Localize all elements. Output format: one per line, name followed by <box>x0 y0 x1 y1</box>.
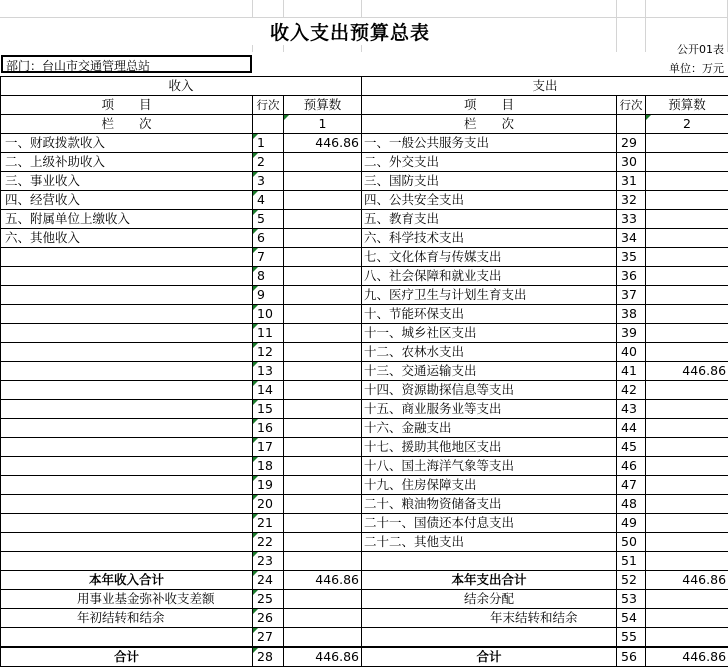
expense-row-number[interactable]: 46 <box>617 457 646 476</box>
expense-item-name[interactable] <box>362 552 617 571</box>
table-row <box>1 552 728 571</box>
income-summary-value[interactable] <box>284 628 362 648</box>
table-row <box>1 381 728 400</box>
income-row-number[interactable]: 15 <box>253 400 284 419</box>
expense-item-name[interactable]: 二、外交支出 <box>362 153 617 172</box>
income-row-number[interactable]: 8 <box>253 267 284 286</box>
expense-row-number[interactable]: 45 <box>617 438 646 457</box>
income-item-name[interactable] <box>1 267 253 286</box>
expense-budget-value[interactable] <box>646 305 728 324</box>
income-budget-value[interactable] <box>284 400 362 419</box>
table-row <box>1 533 728 552</box>
form-number: 公开01表 <box>677 41 724 57</box>
income-row-number[interactable]: 11 <box>253 324 284 343</box>
expense-item-name[interactable]: 十、节能环保支出 <box>362 305 617 324</box>
expense-budget-value[interactable] <box>646 419 728 438</box>
expense-item-name[interactable]: 十二、农林水支出 <box>362 343 617 362</box>
expense-row-number[interactable]: 50 <box>617 533 646 552</box>
income-budget-value[interactable] <box>284 476 362 495</box>
expense-summary-row-number[interactable]: 52 <box>617 571 646 590</box>
expense-budget-header[interactable]: 预算数 <box>646 96 728 115</box>
income-summary-name[interactable]: 本年收入合计 <box>1 571 253 590</box>
expense-summary-row-number[interactable]: 53 <box>617 590 646 609</box>
expense-summary-name[interactable]: 合计 <box>362 647 617 667</box>
table-title: 收入支出预算总表 <box>250 18 450 45</box>
table-row <box>1 457 728 476</box>
expense-item-name[interactable]: 十一、城乡社区支出 <box>362 324 617 343</box>
income-summary-value[interactable]: 446.86 <box>284 571 362 590</box>
expense-budget-value[interactable]: 446.86 <box>646 362 728 381</box>
expense-row-number[interactable]: 31 <box>617 172 646 191</box>
expense-summary-row-number[interactable]: 55 <box>617 628 646 648</box>
expense-summary-name[interactable]: 年末结转和结余 <box>362 609 617 628</box>
expense-summary-row-number[interactable]: 54 <box>617 609 646 628</box>
expense-column-number[interactable]: 2 <box>646 115 728 134</box>
income-item-name[interactable] <box>1 457 253 476</box>
expense-summary-row-number[interactable]: 56 <box>617 647 646 667</box>
expense-row-number[interactable]: 42 <box>617 381 646 400</box>
expense-row-number[interactable]: 30 <box>617 153 646 172</box>
income-budget-value[interactable]: 446.86 <box>284 134 362 153</box>
income-summary-name[interactable]: 用事业基金弥补收支差额 <box>1 590 253 609</box>
department-cell[interactable]: 部门：台山市交通管理总站 <box>1 55 252 73</box>
expense-item-header[interactable]: 项 目 <box>362 96 617 115</box>
income-row-number[interactable]: 23 <box>253 552 284 571</box>
expense-row-number[interactable]: 39 <box>617 324 646 343</box>
expense-summary-name[interactable] <box>362 628 617 648</box>
expense-item-name[interactable]: 十四、资源勘探信息等支出 <box>362 381 617 400</box>
income-item-name[interactable]: 五、附属单位上缴收入 <box>1 210 253 229</box>
income-row-number[interactable]: 16 <box>253 419 284 438</box>
income-summary-value[interactable] <box>284 590 362 609</box>
income-item-name[interactable]: 二、上级补助收入 <box>1 153 253 172</box>
expense-summary-value[interactable] <box>646 609 728 628</box>
table-row <box>1 191 728 210</box>
income-budget-value[interactable] <box>284 552 362 571</box>
income-summary-row-number[interactable]: 28 <box>253 647 284 667</box>
income-item-name[interactable]: 六、其他收入 <box>1 229 253 248</box>
expense-budget-value[interactable] <box>646 381 728 400</box>
table-row <box>1 400 728 419</box>
expense-row-number[interactable]: 33 <box>617 210 646 229</box>
income-column-label[interactable]: 栏 次 <box>1 115 253 134</box>
expense-item-name[interactable]: 七、文化体育与传媒支出 <box>362 248 617 267</box>
expense-item-name[interactable]: 二十一、国债还本付息支出 <box>362 514 617 533</box>
expense-budget-value[interactable] <box>646 533 728 552</box>
expense-row-number[interactable]: 43 <box>617 400 646 419</box>
expense-column-label[interactable]: 栏 次 <box>362 115 617 134</box>
expense-budget-value[interactable] <box>646 324 728 343</box>
expense-item-name[interactable]: 十三、交通运输支出 <box>362 362 617 381</box>
income-budget-value[interactable] <box>284 419 362 438</box>
income-summary-name[interactable] <box>1 628 253 648</box>
expense-item-name[interactable]: 十九、住房保障支出 <box>362 476 617 495</box>
table-row <box>1 229 728 248</box>
footer-row <box>1 571 728 590</box>
header-row-section <box>1 77 728 96</box>
income-budget-value[interactable] <box>284 248 362 267</box>
expense-summary-name[interactable]: 结余分配 <box>362 590 617 609</box>
income-item-name[interactable] <box>1 533 253 552</box>
income-budget-value[interactable] <box>284 324 362 343</box>
income-column-rowno-cell[interactable] <box>253 115 284 134</box>
income-budget-value[interactable] <box>284 191 362 210</box>
income-budget-value[interactable] <box>284 229 362 248</box>
income-row-number[interactable]: 17 <box>253 438 284 457</box>
income-summary-row-number[interactable]: 25 <box>253 590 284 609</box>
expense-row-number[interactable]: 51 <box>617 552 646 571</box>
expense-budget-value[interactable] <box>646 210 728 229</box>
income-item-name[interactable]: 一、财政拨款收入 <box>1 134 253 153</box>
income-budget-value[interactable] <box>284 457 362 476</box>
expense-budget-value[interactable] <box>646 191 728 210</box>
income-row-number[interactable]: 2 <box>253 153 284 172</box>
income-row-number[interactable]: 19 <box>253 476 284 495</box>
table-row <box>1 134 728 153</box>
expense-budget-value[interactable] <box>646 153 728 172</box>
income-item-name[interactable] <box>1 362 253 381</box>
income-item-name[interactable] <box>1 324 253 343</box>
income-row-number[interactable]: 20 <box>253 495 284 514</box>
income-item-name[interactable] <box>1 476 253 495</box>
expense-item-name[interactable]: 十五、商业服务业等支出 <box>362 400 617 419</box>
income-item-name[interactable] <box>1 419 253 438</box>
income-summary-row-number[interactable]: 27 <box>253 628 284 648</box>
income-budget-value[interactable] <box>284 362 362 381</box>
table-row <box>1 324 728 343</box>
income-summary-value[interactable]: 446.86 <box>284 647 362 667</box>
table-row <box>1 305 728 324</box>
expense-row-number[interactable]: 48 <box>617 495 646 514</box>
expense-row-number[interactable]: 34 <box>617 229 646 248</box>
expense-section-header[interactable]: 支出 <box>362 77 728 96</box>
expense-budget-value[interactable] <box>646 248 728 267</box>
income-row-number[interactable]: 3 <box>253 172 284 191</box>
table-row <box>1 438 728 457</box>
expense-budget-value[interactable] <box>646 229 728 248</box>
income-item-name[interactable]: 四、经营收入 <box>1 191 253 210</box>
table-row <box>1 362 728 381</box>
income-section-header[interactable]: 收入 <box>1 77 362 96</box>
income-item-name[interactable] <box>1 552 253 571</box>
income-row-number[interactable]: 1 <box>253 134 284 153</box>
income-row-number[interactable]: 18 <box>253 457 284 476</box>
income-budget-header[interactable]: 预算数 <box>284 96 362 115</box>
expense-rowno-header[interactable]: 行次 <box>617 96 646 115</box>
expense-row-number[interactable]: 37 <box>617 286 646 305</box>
expense-item-name[interactable]: 十七、援助其他地区支出 <box>362 438 617 457</box>
income-item-header[interactable]: 项 目 <box>1 96 253 115</box>
table-row <box>1 343 728 362</box>
expense-budget-value[interactable] <box>646 495 728 514</box>
income-item-name[interactable] <box>1 495 253 514</box>
budget-table <box>0 76 728 667</box>
income-budget-value[interactable] <box>284 267 362 286</box>
footer-row <box>1 590 728 609</box>
income-item-name[interactable]: 三、事业收入 <box>1 172 253 191</box>
expense-row-number[interactable]: 29 <box>617 134 646 153</box>
expense-summary-value[interactable] <box>646 628 728 648</box>
expense-item-name[interactable]: 九、医疗卫生与计划生育支出 <box>362 286 617 305</box>
income-budget-value[interactable] <box>284 210 362 229</box>
expense-row-number[interactable]: 49 <box>617 514 646 533</box>
income-item-name[interactable] <box>1 248 253 267</box>
unit-label: 单位：万元 <box>669 60 724 76</box>
table-row <box>1 419 728 438</box>
expense-item-name[interactable]: 八、社会保障和就业支出 <box>362 267 617 286</box>
income-item-name[interactable] <box>1 343 253 362</box>
expense-item-name[interactable]: 二十、粮油物资储备支出 <box>362 495 617 514</box>
income-budget-value[interactable] <box>284 495 362 514</box>
income-summary-name[interactable]: 合计 <box>1 647 253 667</box>
expense-budget-value[interactable] <box>646 172 728 191</box>
income-budget-value[interactable] <box>284 172 362 191</box>
table-row <box>1 267 728 286</box>
expense-budget-value[interactable] <box>646 438 728 457</box>
income-row-number[interactable]: 4 <box>253 191 284 210</box>
expense-column-rowno-cell[interactable] <box>617 115 646 134</box>
expense-summary-name[interactable]: 本年支出合计 <box>362 571 617 590</box>
expense-budget-value[interactable] <box>646 400 728 419</box>
income-row-number[interactable]: 14 <box>253 381 284 400</box>
income-item-name[interactable] <box>1 286 253 305</box>
income-summary-row-number[interactable]: 26 <box>253 609 284 628</box>
income-item-name[interactable] <box>1 305 253 324</box>
header-row-column-numbers <box>1 115 728 134</box>
income-budget-value[interactable] <box>284 305 362 324</box>
expense-summary-value[interactable]: 446.86 <box>646 571 728 590</box>
income-item-name[interactable] <box>1 514 253 533</box>
expense-budget-value[interactable] <box>646 267 728 286</box>
table-row <box>1 172 728 191</box>
expense-row-number[interactable]: 47 <box>617 476 646 495</box>
income-budget-value[interactable] <box>284 381 362 400</box>
expense-item-name[interactable]: 一、一般公共服务支出 <box>362 134 617 153</box>
income-row-number[interactable]: 10 <box>253 305 284 324</box>
table-row <box>1 248 728 267</box>
expense-item-name[interactable]: 二十二、其他支出 <box>362 533 617 552</box>
expense-row-number[interactable]: 40 <box>617 343 646 362</box>
income-budget-value[interactable] <box>284 438 362 457</box>
expense-row-number[interactable]: 35 <box>617 248 646 267</box>
expense-budget-value[interactable] <box>646 343 728 362</box>
expense-row-number[interactable]: 32 <box>617 191 646 210</box>
expense-item-name[interactable]: 十六、金融支出 <box>362 419 617 438</box>
income-summary-name[interactable]: 年初结转和结余 <box>1 609 253 628</box>
expense-row-number[interactable]: 44 <box>617 419 646 438</box>
expense-row-number[interactable]: 41 <box>617 362 646 381</box>
income-row-number[interactable]: 9 <box>253 286 284 305</box>
income-budget-value[interactable] <box>284 343 362 362</box>
header-row-columns <box>1 96 728 115</box>
income-budget-value[interactable] <box>284 153 362 172</box>
table-row <box>1 476 728 495</box>
income-row-number[interactable]: 6 <box>253 229 284 248</box>
expense-summary-value[interactable] <box>646 590 728 609</box>
income-row-number[interactable]: 5 <box>253 210 284 229</box>
table-row <box>1 286 728 305</box>
expense-item-name[interactable]: 三、国防支出 <box>362 172 617 191</box>
expense-row-number[interactable]: 38 <box>617 305 646 324</box>
expense-budget-value[interactable] <box>646 476 728 495</box>
income-rowno-header[interactable]: 行次 <box>253 96 284 115</box>
expense-item-name[interactable]: 五、教育支出 <box>362 210 617 229</box>
income-budget-value[interactable] <box>284 514 362 533</box>
expense-budget-value[interactable] <box>646 286 728 305</box>
expense-item-name[interactable]: 六、科学技术支出 <box>362 229 617 248</box>
income-summary-row-number[interactable]: 24 <box>253 571 284 590</box>
expense-summary-value[interactable]: 446.86 <box>646 647 728 667</box>
expense-row-number[interactable]: 36 <box>617 267 646 286</box>
footer-row <box>1 609 728 628</box>
table-row <box>1 495 728 514</box>
footer-row <box>1 647 728 667</box>
expense-item-name[interactable]: 十八、国土海洋气象等支出 <box>362 457 617 476</box>
income-row-number[interactable]: 13 <box>253 362 284 381</box>
income-row-number[interactable]: 21 <box>253 514 284 533</box>
income-row-number[interactable]: 12 <box>253 343 284 362</box>
table-row <box>1 153 728 172</box>
income-budget-value[interactable] <box>284 533 362 552</box>
expense-budget-value[interactable] <box>646 514 728 533</box>
table-row <box>1 514 728 533</box>
expense-item-name[interactable]: 四、公共安全支出 <box>362 191 617 210</box>
footer-row <box>1 628 728 648</box>
income-row-number[interactable]: 22 <box>253 533 284 552</box>
income-budget-value[interactable] <box>284 286 362 305</box>
income-row-number[interactable]: 7 <box>253 248 284 267</box>
income-summary-value[interactable] <box>284 609 362 628</box>
income-item-name[interactable] <box>1 438 253 457</box>
expense-budget-value[interactable] <box>646 457 728 476</box>
income-column-number[interactable]: 1 <box>284 115 362 134</box>
income-item-name[interactable] <box>1 400 253 419</box>
income-item-name[interactable] <box>1 381 253 400</box>
expense-budget-value[interactable] <box>646 552 728 571</box>
expense-budget-value[interactable] <box>646 134 728 153</box>
table-row <box>1 210 728 229</box>
